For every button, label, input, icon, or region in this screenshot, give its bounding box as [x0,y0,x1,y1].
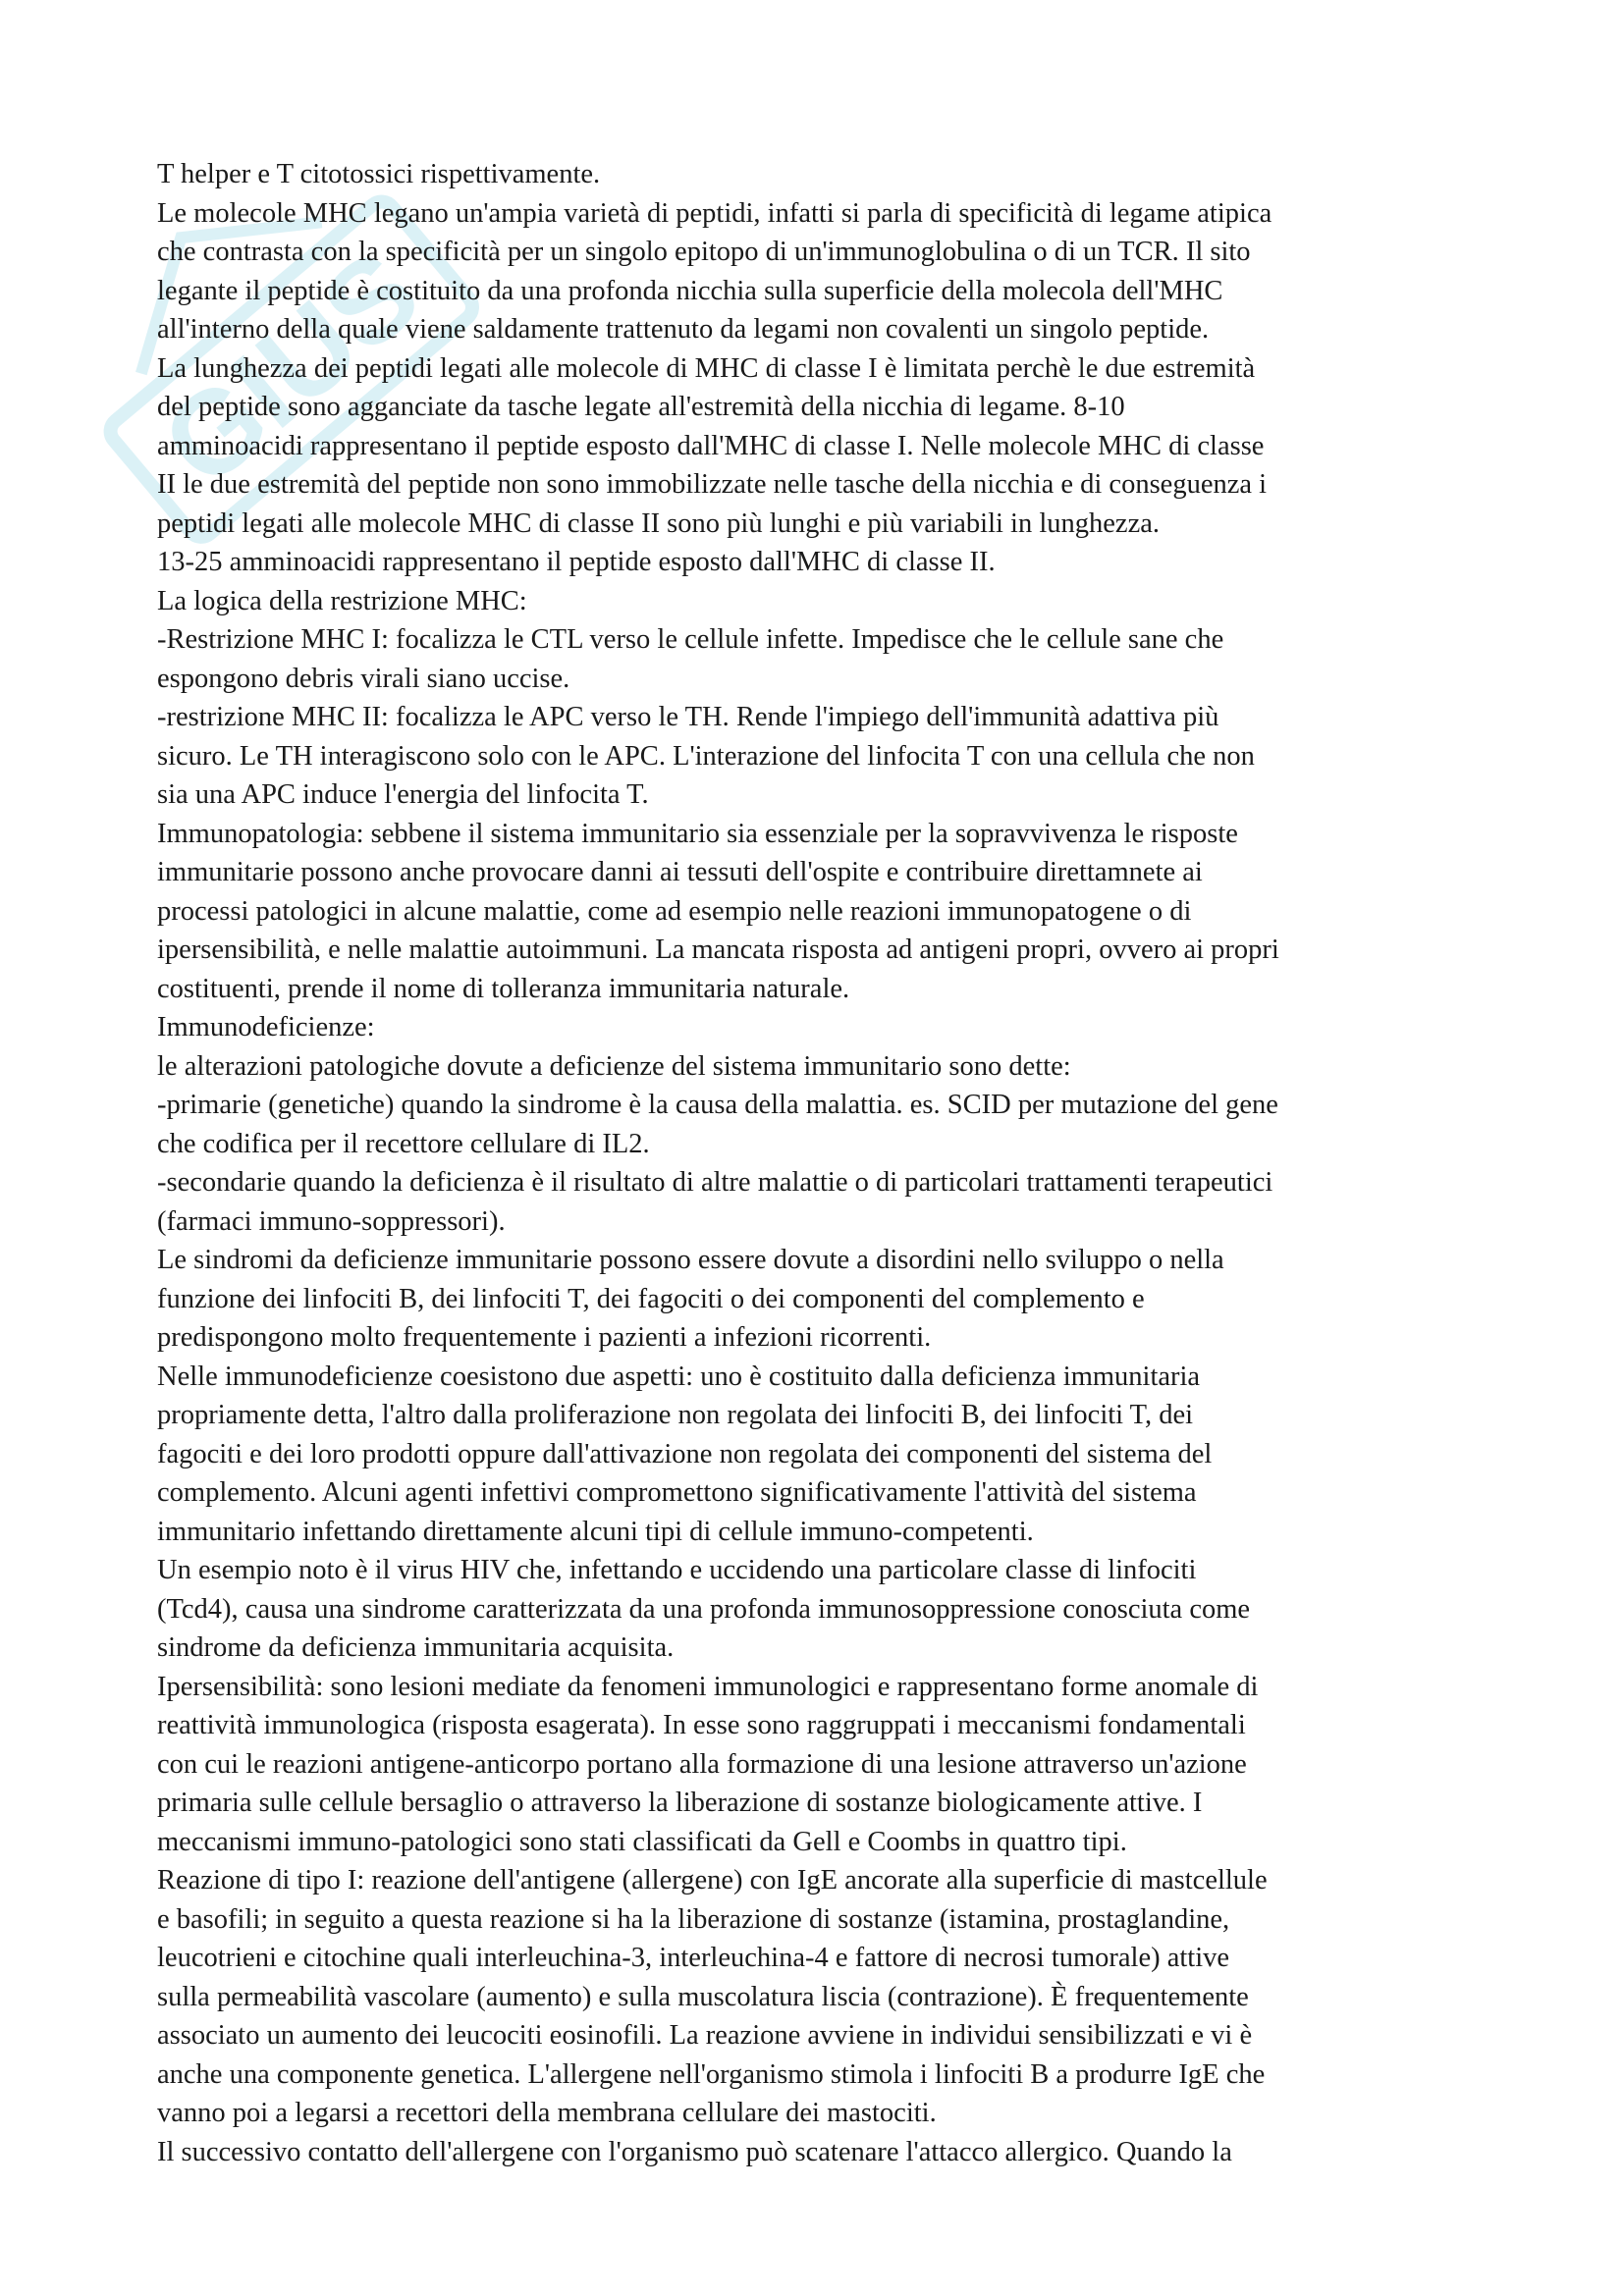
text-line: amminoacidi rappresentano il peptide esposto dall'MHC di classe I. Nelle molecole MHC di classe [157,430,1265,461]
text-line: anche una componente genetica. L'allergene nell'organismo stimola i linfociti B a produrre IgE che [157,2058,1266,2090]
text-line: leucotrieni e citochine quali interleuchina-3, interleuchina-4 e fattore di necrosi tumorale) attive [157,1943,1230,1973]
text-line: Reazione di tipo I: reazione dell'antigene (allergene) con IgE ancorate alla superficie di mastcellule [157,1865,1268,1896]
text-line: espongono debris virali siano uccise. [157,663,570,694]
text-line: (Tcd4), causa una sindrome caratterizzata da una profonda immunosoppressione conosciuta come [157,1593,1251,1625]
text-line: immunitario infettando direttamente alcuni tipi di cellule immuno-competenti. [157,1516,1034,1547]
text-line: legante il peptide è costituito da una profonda nicchia sulla superficie della molecola dell'MHC [157,275,1223,306]
text-line: La lunghezza dei peptidi legati alle molecole di MHC di classe I è limitata perchè le due estremità [157,352,1256,384]
text-line: sia una APC induce l'energia del linfocita T. [157,779,649,810]
text-line: T helper e T citotossici rispettivamente. [157,159,601,189]
text-line: propriamente detta, l'altro dalla proliferazione non regolata dei linfociti B, dei linfociti T, dei [157,1400,1194,1430]
text-line: sicuro. Le TH interagiscono solo con le APC. L'interazione del linfocita T con una cellula che non [157,740,1255,772]
text-line: costituenti, prende il nome di tolleranza immunitaria naturale. [157,973,850,1004]
watermark-text: GIUS [137,225,444,512]
text-line: funzione dei linfociti B, dei linfociti T, dei fagociti o dei componenti del complemento e [157,1283,1145,1314]
text-line: vanno poi a legarsi a recettori della membrana cellulare dei mastociti. [157,2098,937,2128]
text-line: -restrizione MHC II: focalizza le APC verso le TH. Rende l'impiego dell'immunità adattiva più [157,702,1219,732]
text-line: le alterazioni patologiche dovute a deficienze del sistema immunitario sono dette: [157,1050,1071,1082]
text-line: che codifica per il recettore cellulare di IL2. [157,1128,650,1159]
text-line: Un esempio noto è il virus HIV che, infettando e uccidendo una particolare classe di linfociti [157,1555,1197,1585]
text-line: immunitarie possono anche provocare danni ai tessuti dell'ospite e contribuire direttamnete ai [157,857,1203,887]
text-line: fagociti e dei loro prodotti oppure dall'attivazione non regolata dei componenti del sistema del [157,1438,1213,1469]
text-line: peptidi legati alle molecole MHC di classe II sono più lunghi e più variabili in lunghezza. [157,507,1160,539]
text-line: (farmaci immuno-soppressori). [157,1205,506,1237]
text-line: con cui le reazioni antigene-anticorpo portano alla formazione di una lesione attraverso un'azione [157,1748,1247,1780]
text-line: II le due estremità del peptide non sono immobilizzate nelle tasche della nicchia e di conseguenza i [157,469,1268,500]
text-line: Nelle immunodeficienze coesistono due aspetti: uno è costituito dalla deficienza immunitaria [157,1361,1201,1392]
text-line: Le molecole MHC legano un'ampia varietà di peptidi, infatti si parla di specificità di legame atipica [157,197,1272,229]
text-line: sindrome da deficienza immunitaria acquisita. [157,1632,675,1663]
text-line: predispongono molto frequentemente i pazienti a infezioni ricorrenti. [157,1322,932,1353]
text-line: all'interno della quale viene saldamente trattenuto da legami non covalenti un singolo peptide. [157,314,1210,345]
text-line: ipersensibilità, e nelle malattie autoimmuni. La mancata risposta ad antigeni propri, ovvero ai propri [157,934,1279,965]
text-line: associato un aumento dei leucociti eosinofili. La reazione avviene in individui sensibilizzati e vi è [157,2020,1253,2051]
text-line: Immunodeficienze: [157,1012,375,1042]
text-line: Immunopatologia: sebbene il sistema immunitario sia essenziale per la sopravvivenza le risposte [157,818,1238,849]
text-line: e basofili; in seguito a questa reazione si ha la liberazione di sostanze (istamina, prostaglandine, [157,1903,1230,1935]
text-line: processi patologici in alcune malattie, come ad esempio nelle reazioni immunopatogene o di [157,895,1192,927]
text-line: 13-25 amminoacidi rappresentano il peptide esposto dall'MHC di classe II. [157,547,996,577]
text-line: -Restrizione MHC I: focalizza le CTL verso le cellule infette. Impedisce che le cellule sane che [157,624,1224,655]
text-line: complemento. Alcuni agenti infettivi compromettono significativamente l'attività del sistema [157,1477,1197,1508]
text-line: reattività immunologica (risposta esagerata). In esse sono raggruppati i meccanismi fondamentali [157,1710,1246,1740]
document-body [157,155,1473,2171]
text-line: del peptide sono agganciate da tasche legate all'estremità della nicchia di legame. 8-10 [157,392,1125,422]
text-line: Ipersensibilità: sono lesioni mediate da fenomeni immunologici e rappresentano forme anomale di [157,1671,1259,1702]
text-line: Il successivo contatto dell'allergene con l'organismo può scatenare l'attacco allergico. Quando la [157,2136,1232,2167]
text-line: La logica della restrizione MHC: [157,585,527,616]
text-line: che contrasta con la specificità per un singolo epitopo di un'immunoglobulina o di un TCR. Il sito [157,237,1251,267]
text-line: meccanismi immuno-patologici sono stati classificati da Gell e Coombs in quattro tipi. [157,1826,1127,1857]
text-line: sulla permeabilità vascolare (aumento) e sulla muscolatura liscia (contrazione). È frequentemente [157,1981,1249,2012]
text-line: primaria sulle cellule bersaglio o attraverso la liberazione di sostanze biologicamente attive. I [157,1788,1203,1818]
text-line: -secondarie quando la deficienza è il risultato di altre malattie o di particolari trattamenti terapeutici [157,1167,1273,1198]
text-line: Le sindromi da deficienze immunitarie possono essere dovute a disordini nello sviluppo o nella [157,1245,1224,1275]
text-line: -primarie (genetiche) quando la sindrome è la causa della malattia. es. SCID per mutazione del gene [157,1090,1278,1120]
